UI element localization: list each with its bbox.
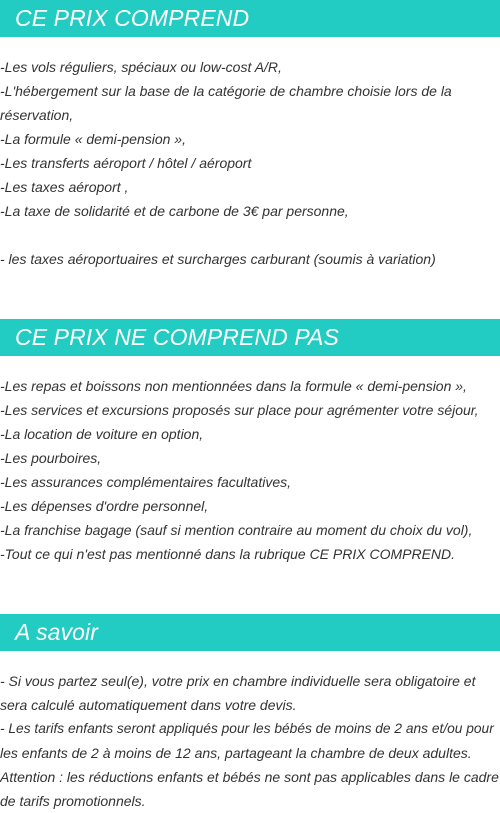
includes-line: -Les vols réguliers, spéciaux ou low-cost A/R,: [0, 59, 282, 75]
includes-line: -Les taxes aéroport ,: [0, 179, 129, 195]
info-line: - Les tarifs enfants seront appliqués pour les bébés de moins de 2 ans et/ou pour: [0, 721, 494, 736]
excludes-line: -Les repas et boissons non mentionnées dans la formule « demi-pension »,: [0, 378, 467, 394]
includes-line: - les taxes aéroportuaires et surcharges carburant (soumis à variation): [0, 251, 436, 267]
excludes-line: -Les services et excursions proposés sur place pour agrémenter votre séjour,: [0, 402, 479, 418]
info-line: les enfants de 2 à moins de 12 ans, partageant la chambre de deux adultes.: [0, 745, 472, 761]
excludes-line: -Les dépenses d'ordre personnel,: [0, 498, 209, 514]
includes-line: -La formule « demi-pension »,: [0, 131, 186, 147]
includes-line: -Les transferts aéroport / hôtel / aéroport: [0, 155, 252, 171]
includes-line: réservation,: [0, 107, 74, 123]
section-header-includes: CE PRIX COMPREND: [0, 0, 500, 37]
info-line: de tarifs promotionnels.: [0, 793, 146, 809]
section-header-excludes: CE PRIX NE COMPREND PAS: [0, 319, 500, 356]
includes-line: -L'hébergement sur la base de la catégorie de chambre choisie lors de la: [0, 83, 452, 99]
excludes-line: -Les pourboires,: [0, 450, 102, 466]
section-header-info: A savoir: [0, 614, 500, 651]
excludes-line: -Les assurances complémentaires facultatives,: [0, 474, 292, 490]
excludes-line: -Tout ce qui n'est pas mentionné dans la rubrique CE PRIX COMPREND.: [0, 546, 456, 562]
excludes-line: -La location de voiture en option,: [0, 426, 204, 442]
info-line: sera calculé automatiquement dans votre devis.: [0, 697, 297, 713]
info-line: - Si vous partez seul(e), votre prix en chambre individuelle sera obligatoire et: [0, 673, 476, 689]
excludes-line: -La franchise bagage (sauf si mention contraire au moment du choix du vol),: [0, 522, 473, 538]
includes-line: -La taxe de solidarité et de carbone de 3€ par personne,: [0, 203, 349, 219]
info-line: Attention : les réductions enfants et bébés ne sont pas applicables dans le cadre: [0, 769, 499, 785]
